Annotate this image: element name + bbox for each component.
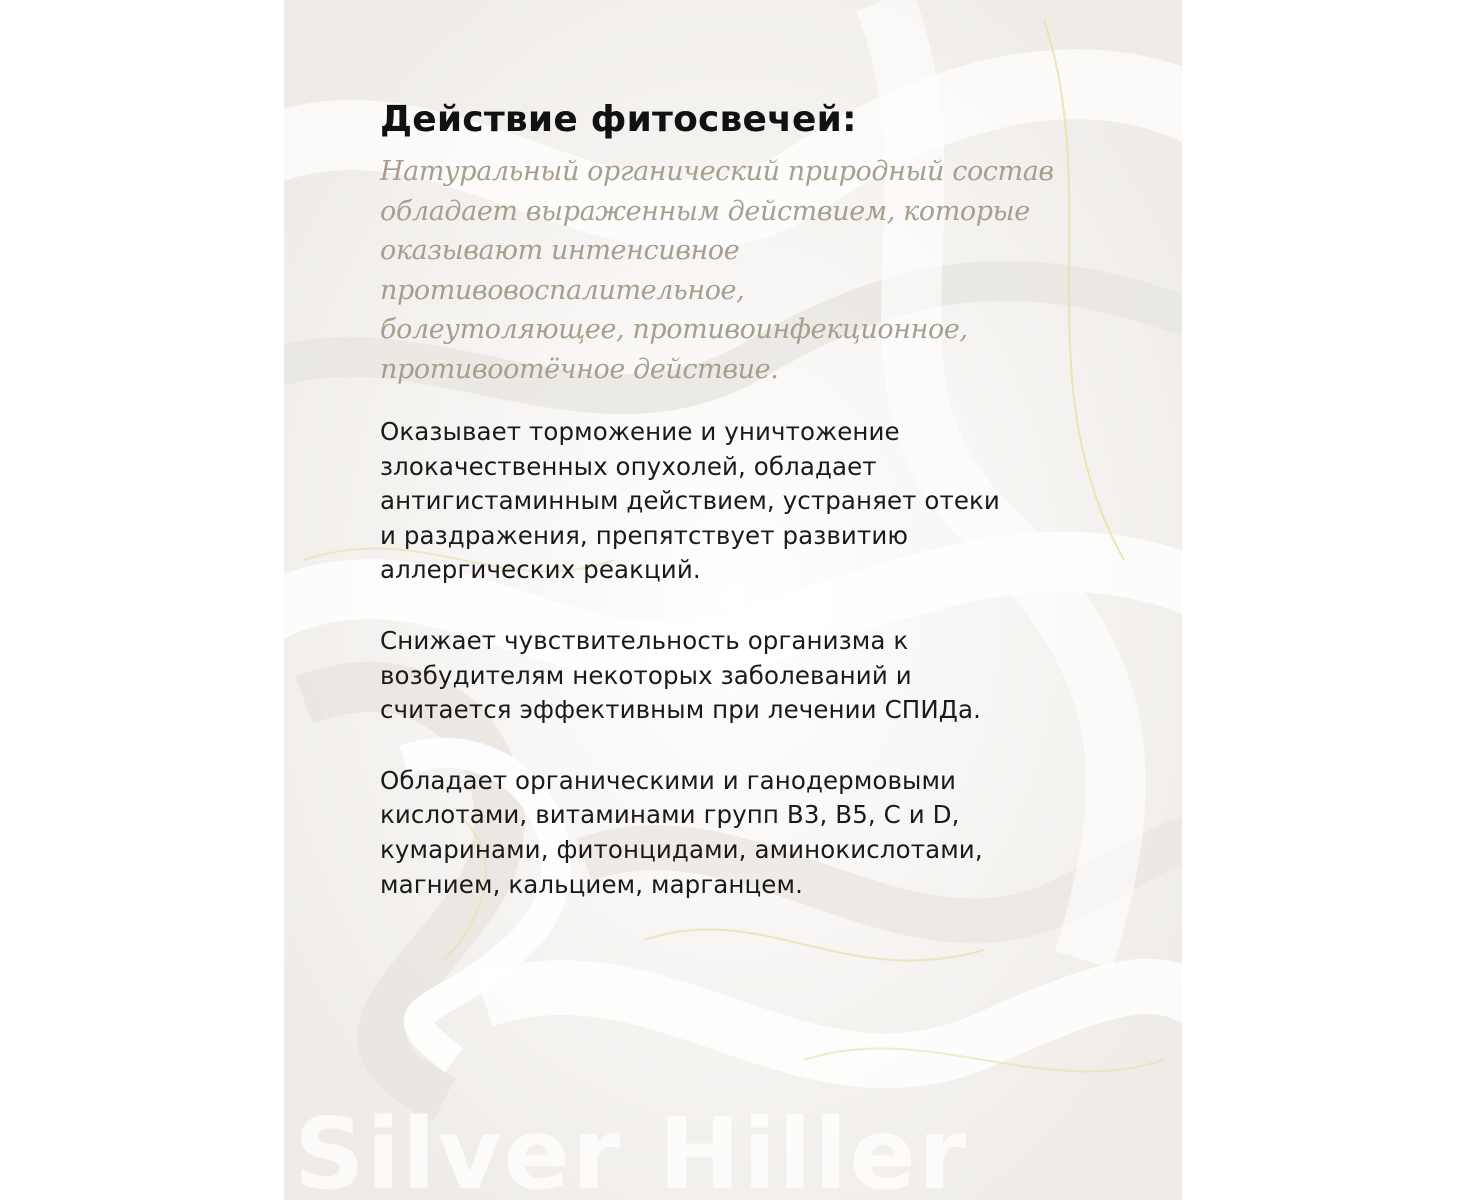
lead-line: противоотёчное действие. <box>380 353 779 385</box>
body-line: кумаринами, фитонцидами, аминокислотами, <box>380 834 983 864</box>
page-title: Действие фитосвечей: <box>380 99 857 140</box>
body-paragraphs <box>380 415 1080 902</box>
brand-watermark: Silver Hiller <box>294 1098 969 1200</box>
body-line: Оказывает торможение и уничтожение <box>380 417 900 446</box>
body-paragraph-1 <box>380 415 1080 588</box>
content-column <box>380 92 1080 902</box>
lead-line: Натуральный органический природный состав <box>380 156 1054 187</box>
body-line: аллергических реакций. <box>380 555 701 585</box>
body-line: считается эффективным при лечении СПИДа. <box>380 695 981 725</box>
body-line: и раздражения, препятствует развитию <box>380 520 909 550</box>
body-paragraph-3 <box>380 764 1080 902</box>
document-card <box>284 0 1182 1200</box>
body-line: возбудителям некоторых заболеваний и <box>380 660 912 690</box>
lead-line: обладает выраженным действием, которые <box>380 195 1030 227</box>
body-line: кислотами, витаминами групп В3, В5, С и D, <box>380 800 960 830</box>
body-line: Обладает органическими и ганодермовыми <box>380 765 957 795</box>
lead-line: болеутоляющее, противоинфекционное, <box>380 314 968 345</box>
lead-line: оказывают интенсивное противовоспалительное, <box>380 235 745 306</box>
body-paragraph-2 <box>380 624 1080 728</box>
body-line: Снижает чувствительность организма к <box>380 625 909 655</box>
lead-paragraph <box>380 152 1080 389</box>
body-line: злокачественных опухолей, обладает <box>380 451 877 481</box>
body-line: магнием, кальцием, марганцем. <box>380 869 803 899</box>
body-line: антигистаминным действием, устраняет отеки <box>380 486 1000 516</box>
